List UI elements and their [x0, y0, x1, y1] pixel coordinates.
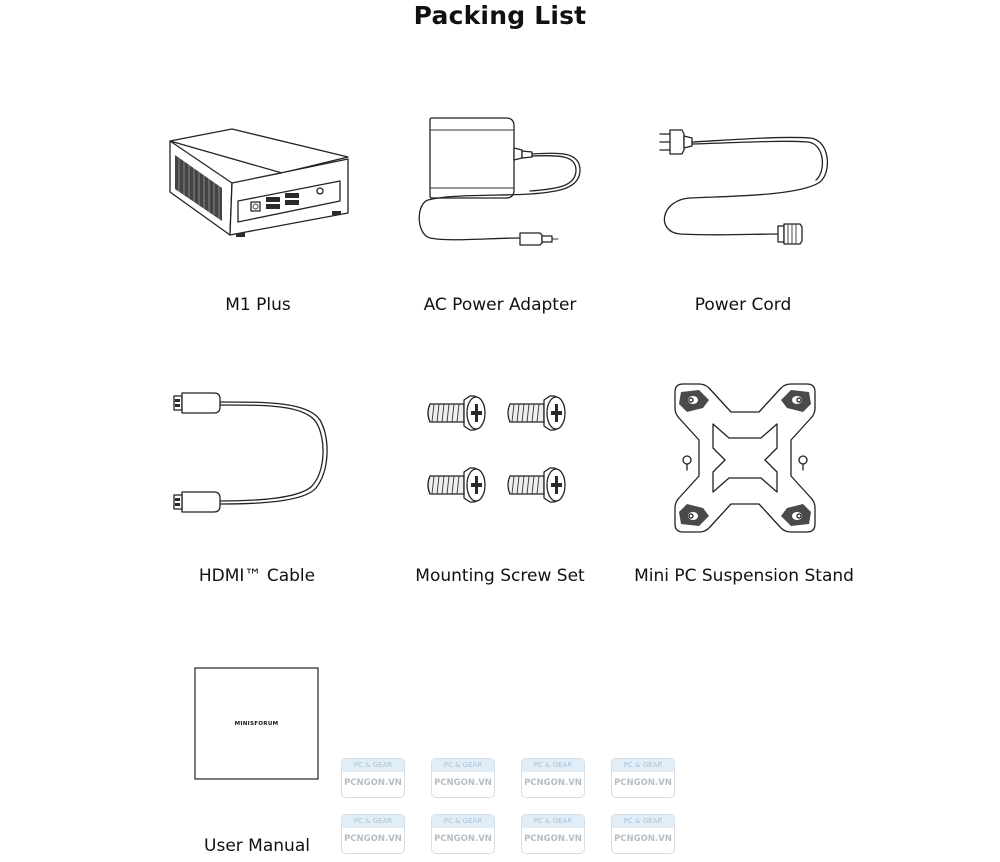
watermark-badge [521, 814, 585, 854]
watermark-badge [431, 758, 495, 798]
watermark-badge [521, 758, 585, 798]
watermark-bottom-text: PCNGON.VN [614, 778, 672, 788]
power-cord-icon [650, 122, 840, 262]
item-label-m1-plus: M1 Plus [225, 295, 291, 315]
watermark-bottom-text: PCNGON.VN [344, 778, 402, 788]
watermark-top-text: PC & GEAR [342, 815, 404, 828]
vesa-bracket-icon [665, 378, 825, 538]
watermark-badge [431, 814, 495, 854]
hdmi-cable-icon [168, 380, 348, 530]
screw-set-icon [420, 392, 580, 527]
watermark-badge [341, 758, 405, 798]
watermark-top-text: PC & GEAR [432, 815, 494, 828]
watermark-badge [611, 758, 675, 798]
watermark-bottom-text: PCNGON.VN [614, 834, 672, 844]
watermark-badge [341, 814, 405, 854]
watermark-top-text: PC & GEAR [522, 815, 584, 828]
watermark-top-text: PC & GEAR [432, 759, 494, 772]
watermark-top-text: PC & GEAR [612, 759, 674, 772]
power-adapter-icon [410, 108, 590, 268]
watermark-bottom-text: PCNGON.VN [524, 834, 582, 844]
watermark-top-text: PC & GEAR [342, 759, 404, 772]
item-label-power-cord: Power Cord [694, 295, 792, 315]
watermark-bottom-text: PCNGON.VN [344, 834, 402, 844]
item-label-ac-power-adapter: AC Power Adapter [423, 295, 577, 315]
manual-brand-text: MINISFORUM [234, 721, 279, 727]
item-label-hdmi-cable: HDMI™ Cable [198, 566, 316, 586]
page-title: Packing List [413, 1, 587, 30]
watermark-bottom-text: PCNGON.VN [434, 778, 492, 788]
item-label-user-manual: User Manual [204, 836, 310, 856]
item-label-suspension-stand: Mini PC Suspension Stand [634, 566, 854, 586]
item-label-mounting-screw-set: Mounting Screw Set [415, 566, 585, 586]
watermark-badge [611, 814, 675, 854]
watermark-bottom-text: PCNGON.VN [524, 778, 582, 788]
watermark-top-text: PC & GEAR [612, 815, 674, 828]
mini-pc-icon [160, 125, 360, 250]
watermark-bottom-text: PCNGON.VN [434, 834, 492, 844]
watermark-top-text: PC & GEAR [522, 759, 584, 772]
manual-icon [194, 667, 320, 781]
